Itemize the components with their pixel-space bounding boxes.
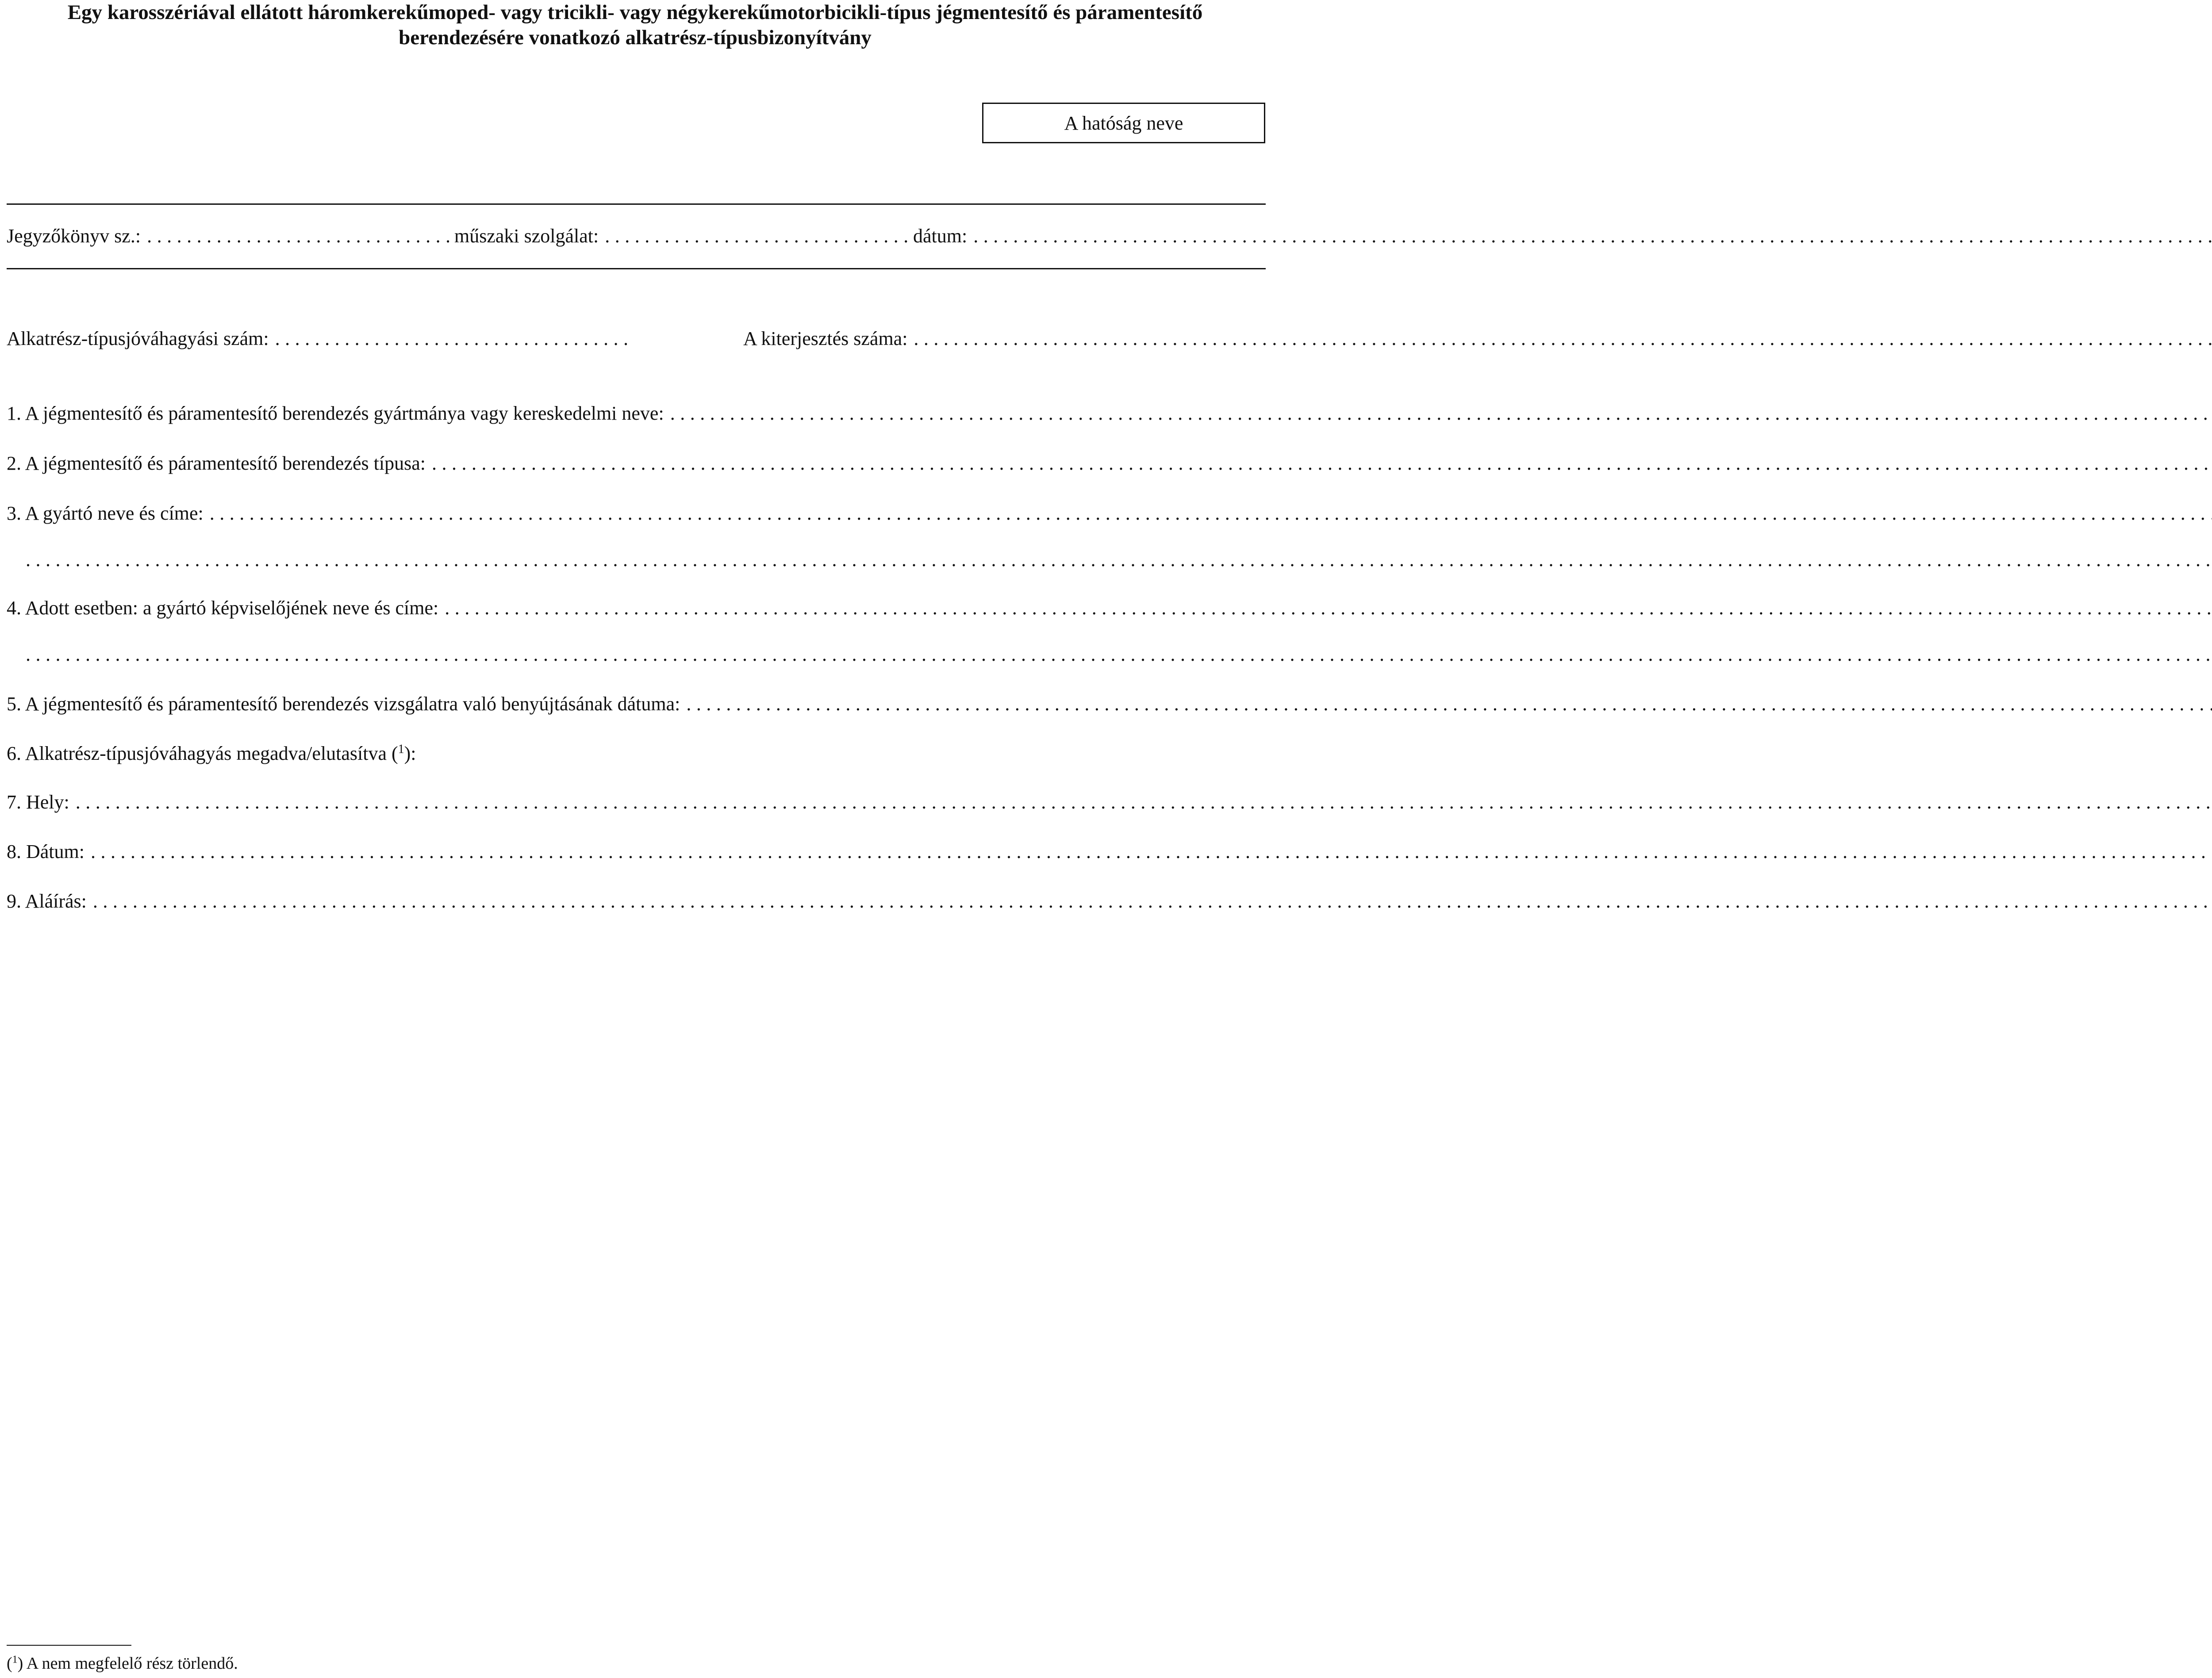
item-3-continuation[interactable] — [26, 548, 1266, 572]
item-2-type[interactable] — [7, 451, 1266, 476]
footnote-close: ) — [17, 1654, 23, 1673]
footnote-text: A nem megfelelő rész törlendő. — [26, 1654, 238, 1673]
item-3-continuation-dots — [26, 548, 2212, 572]
item-1-label: 1. A jégmentesítő és páramentesítő berendezés gyártmánya vagy kereskedelmi neve: — [7, 402, 664, 424]
item-4-dots — [445, 596, 2212, 621]
item-4-continuation[interactable] — [26, 642, 1266, 667]
item-3-manufacturer[interactable] — [7, 501, 1266, 526]
item-5-label: 5. A jégmentesítő és páramentesítő berendezés vizsgálatra való benyújtásának dátuma: — [7, 693, 680, 715]
item-9-dots — [93, 889, 2212, 914]
item-7-dots — [76, 790, 2212, 815]
item-1-make-trade-name[interactable] — [7, 401, 1266, 426]
item-4-continuation-dots — [26, 642, 2212, 667]
item-3-label: 3. A gyártó neve és címe: — [7, 502, 204, 524]
report-number-dots — [147, 224, 449, 249]
footnote-reference: 1 — [398, 742, 404, 756]
item-6-suffix: ): — [404, 743, 416, 764]
item-2-label: 2. A jégmentesítő és páramentesítő berendezés típusa: — [7, 452, 426, 474]
record-date-dots — [973, 224, 2212, 249]
approval-number-label: Alkatrész-típusjóváhagyási szám: — [7, 328, 269, 349]
extension-number-field[interactable] — [633, 326, 2212, 351]
title-line-2: berendezésére vonatkozó alkatrész-típusbizonyítvány — [399, 26, 872, 49]
divider-bottom — [7, 268, 1266, 269]
item-6-approval-decision — [7, 741, 1266, 766]
approval-number-field[interactable] — [7, 326, 633, 351]
record-date-field[interactable] — [908, 224, 2212, 249]
item-9-signature[interactable] — [7, 889, 1266, 914]
extension-number-dots — [914, 326, 2212, 351]
footnote-open: ( — [7, 1654, 12, 1673]
extension-number-label: A kiterjesztés száma: — [743, 328, 908, 349]
authority-name-box — [982, 103, 1265, 143]
title-line-1: Egy karosszériával ellátott háromkerekűmoped- vagy tricikli- vagy négykerekűmotorbicikli-típus jégmentesítő és páramentesítő — [67, 1, 1203, 24]
item-4-representative[interactable] — [7, 596, 1266, 621]
item-5-dots — [686, 692, 2212, 716]
approval-row — [7, 326, 1266, 351]
report-number-field[interactable] — [7, 224, 449, 249]
item-6-text: 6. Alkatrész-típusjóváhagyás megadva/elutasítva ( — [7, 743, 398, 764]
record-row — [7, 224, 1266, 249]
item-1-dots — [670, 401, 2212, 426]
item-7-place[interactable] — [7, 790, 1266, 815]
item-9-label: 9. Aláírás: — [7, 890, 87, 912]
item-2-dots — [432, 451, 2212, 476]
authority-name-label: A hatóság neve — [1064, 112, 1183, 134]
report-number-label: Jegyzőkönyv sz.: — [7, 225, 141, 247]
footnote-rule — [7, 1645, 131, 1646]
footnote-marker: 1 — [12, 1654, 18, 1666]
technical-service-dots — [605, 224, 908, 249]
item-5-submission-date[interactable] — [7, 692, 1266, 716]
divider-top — [7, 203, 1266, 205]
item-6-label — [7, 741, 422, 766]
technical-service-label: műszaki szolgálat: — [454, 225, 599, 247]
footnote — [7, 1652, 238, 1674]
item-8-dots — [91, 839, 2212, 864]
item-4-label: 4. Adott esetben: a gyártó képviselőjének neve és címe: — [7, 597, 439, 619]
item-3-dots — [210, 501, 2212, 526]
item-8-label: 8. Dátum: — [7, 841, 84, 862]
item-8-date[interactable] — [7, 839, 1266, 864]
record-date-label: dátum: — [913, 225, 968, 247]
technical-service-field[interactable] — [449, 224, 908, 249]
approval-number-dots — [275, 326, 633, 351]
document-title — [35, 0, 1235, 50]
item-7-label: 7. Hely: — [7, 791, 69, 813]
